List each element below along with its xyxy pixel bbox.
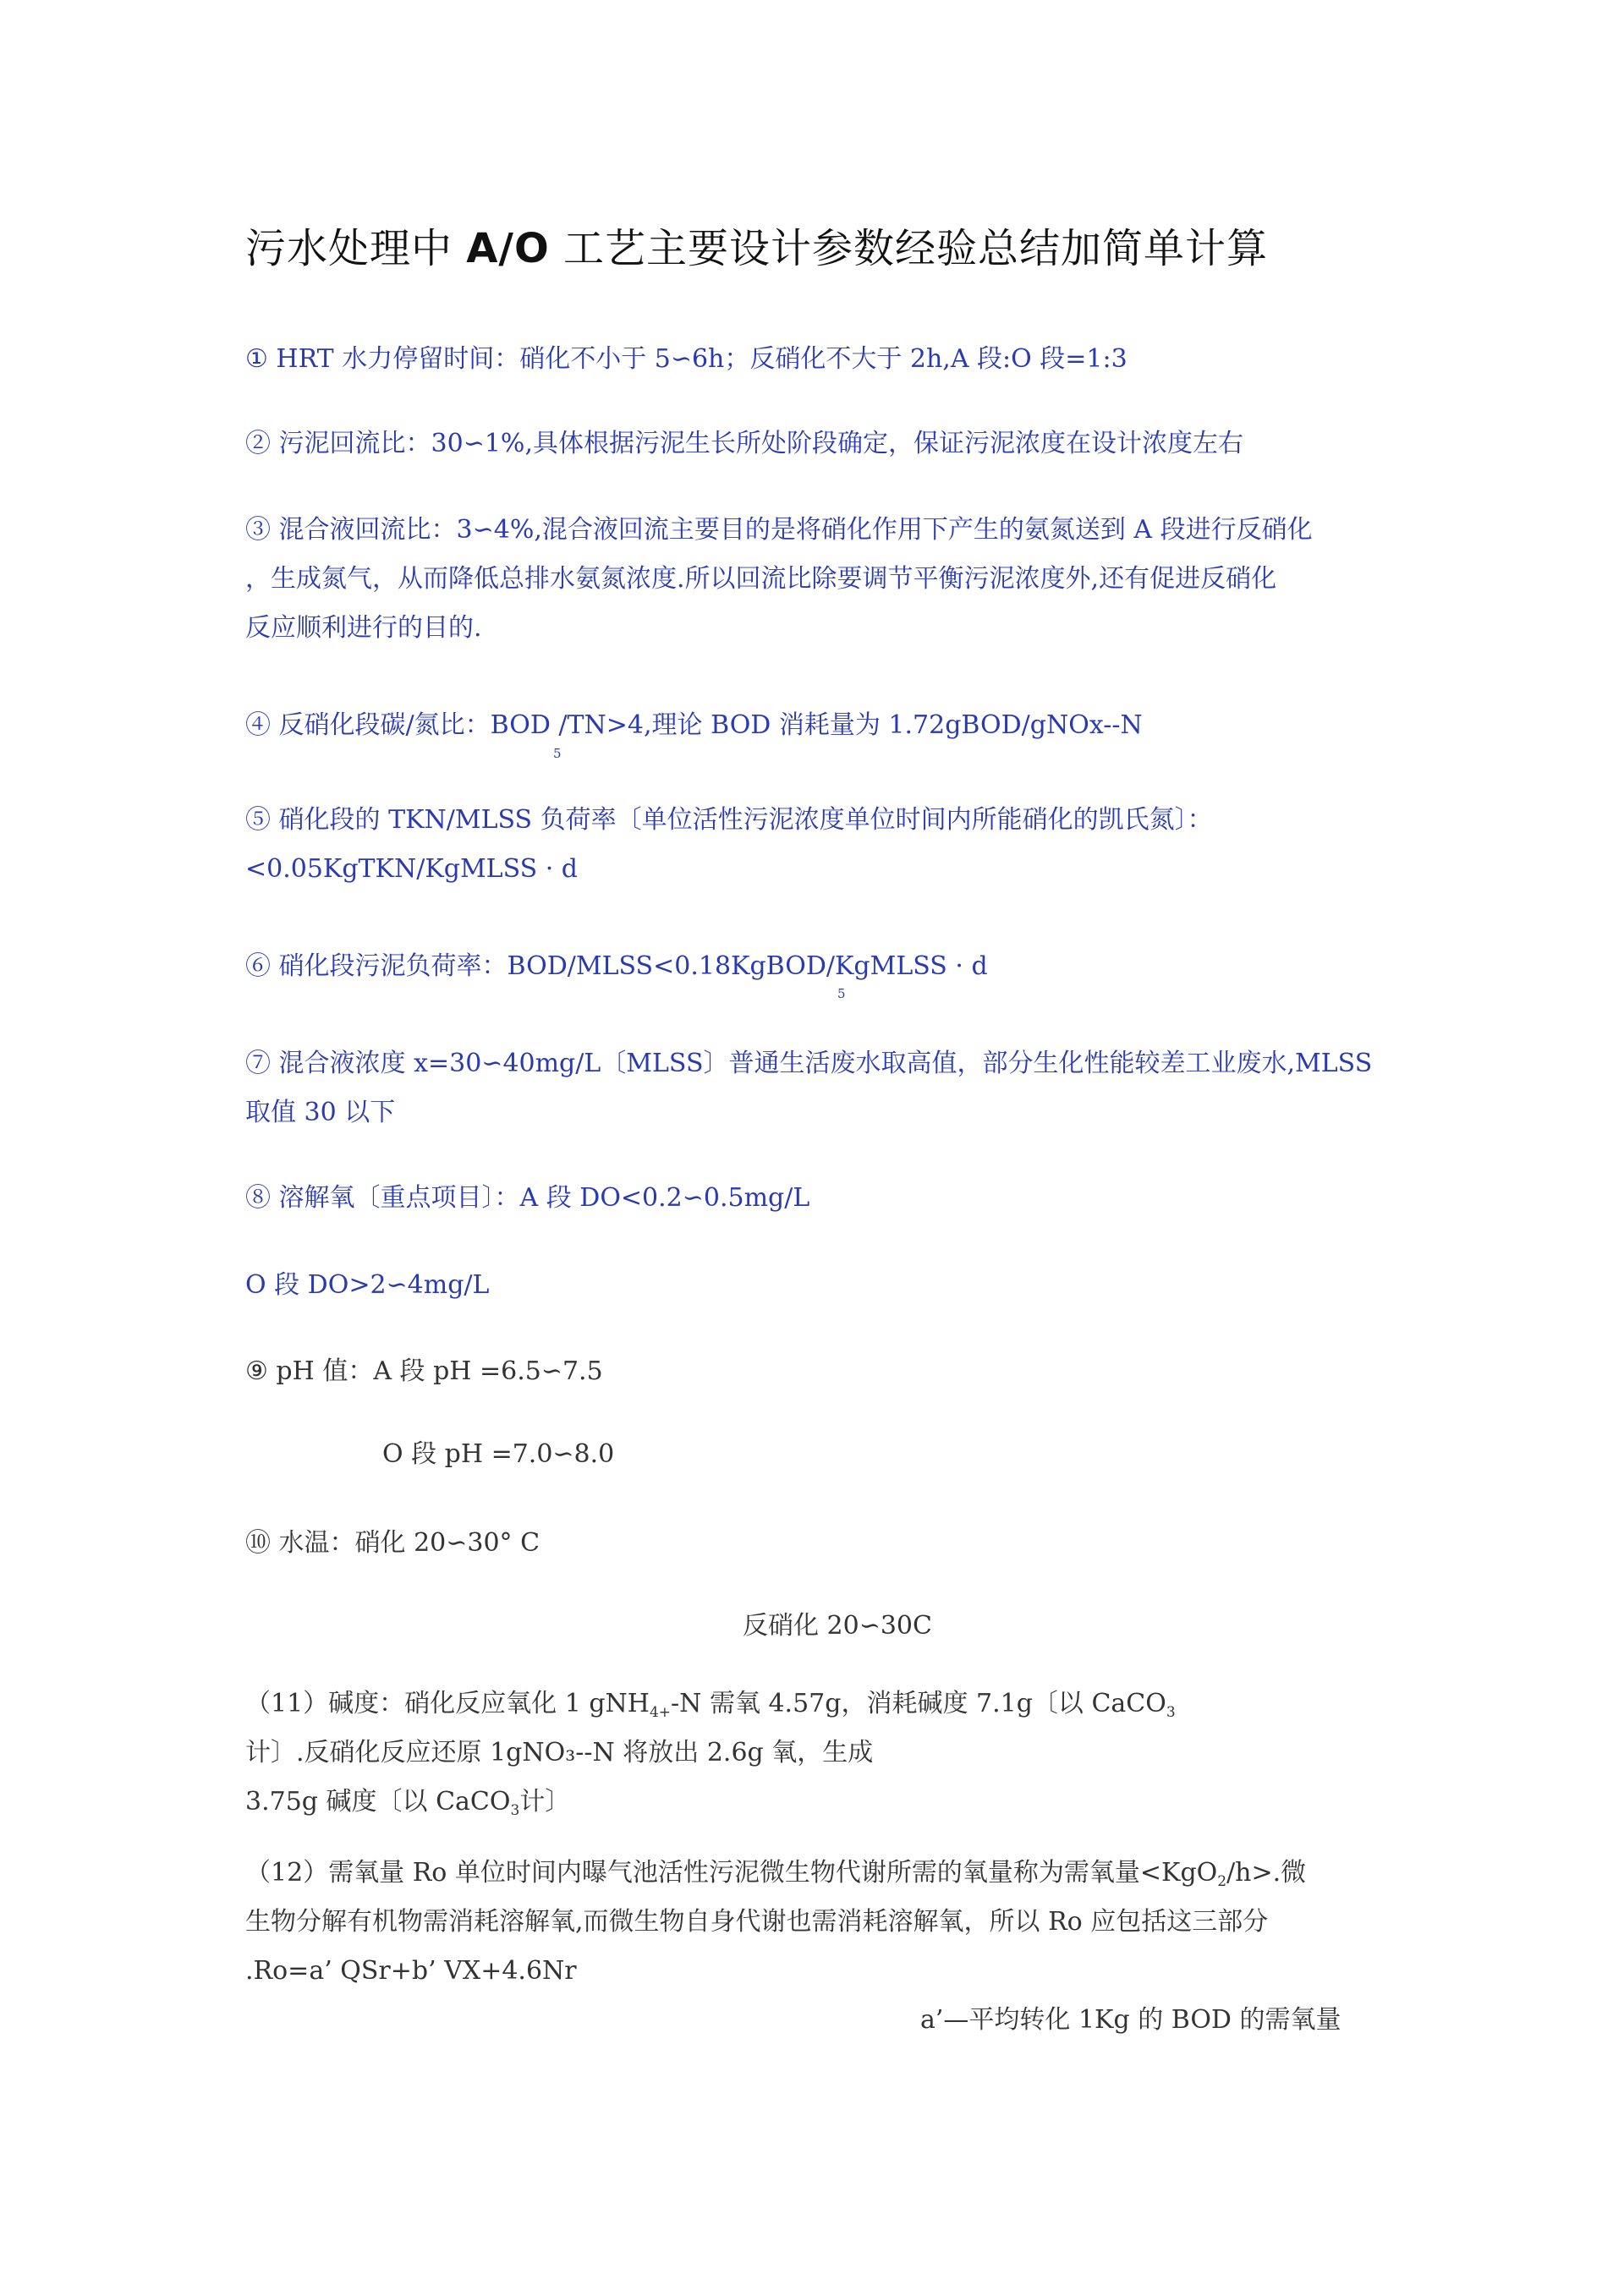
item-11-line1: （11）碱度：硝化反应氧化 1 gNH$_{4+}$-N 需氧 4.57g，消耗碱度 7.1g〔以 CaCO$_3$ (245, 1689, 1176, 1721)
item-12-formula: .Ro=a’ QSr+b’ VX+4.6Nr (245, 1956, 577, 1986)
item-12-line2: 生物分解有机物需消耗溶解氧,而微生物自身代谢也需消耗溶解氧，所以 Ro 应包括这三部分 (245, 1907, 1269, 1937)
item-11-line2: 计〕.反硝化反应还原 1gNO₃--N 将放出 2.6g 氧，生成 (245, 1738, 874, 1767)
item-4: ④ 反硝化段碳/氮比：BOD /TN>4,理论 BOD 消耗量为 1.72gBOD/gNOx--N (245, 710, 1143, 740)
item-12-line1: （12）需氧量 Ro 单位时间内曝气池活性污泥微生物代谢所需的氧量称为需氧量<KgO$_2$/h>.微 (245, 1858, 1307, 1890)
item-12-definition: a’—平均转化 1Kg 的 BOD 的需氧量 (920, 2005, 1341, 2035)
item-2: ② 污泥回流比：30∽1%,具体根据污泥生长所处阶段确定，保证污泥浓度在设计浓度左右 (245, 429, 1243, 458)
item-4-subscript: 5 (553, 746, 562, 761)
item-3-line2: ，生成氮气，从而降低总排水氨氮浓度.所以回流比除要调节平衡污泥浓度外,还有促进反硝化 (245, 564, 1277, 594)
item-5-line2: <0.05KgTKN/KgMLSS · d (245, 854, 578, 884)
item-5-line1: ⑤ 硝化段的 TKN/MLSS 负荷率〔单位活性污泥浓度单位时间内所能硝化的凯氏氮〕： (245, 805, 1213, 835)
item-6-subscript: 5 (837, 986, 846, 1001)
item-3-line3: 反应顺利进行的目的. (245, 613, 482, 643)
item-10-denitrification: 反硝化 20∽30C (743, 1611, 932, 1641)
page-title: 污水处理中 A/O 工艺主要设计参数经验总结加简单计算 (245, 225, 1269, 272)
item-8: ⑧ 溶解氧〔重点项目〕：A 段 DO<0.2∽0.5mg/L (245, 1183, 810, 1213)
item-9-o-segment: O 段 pH =7.0∽8.0 (382, 1439, 615, 1469)
item-1: ① HRT 水力停留时间：硝化不小于 5∽6h；反硝化不大于 2h,A 段:O 段=1:3 (245, 344, 1127, 374)
item-6: ⑥ 硝化段污泥负荷率：BOD/MLSS<0.18KgBOD/KgMLSS · d (245, 951, 988, 981)
item-8-o-segment: O 段 DO>2∽4mg/L (245, 1270, 490, 1300)
item-7-line2: 取值 30 以下 (245, 1098, 396, 1127)
item-7-line1: ⑦ 混合液浓度 x=30∽40mg/L〔MLSS〕普通生活废水取高值，部分生化性能较差工业废水,MLSS (245, 1049, 1373, 1078)
item-11-line3: 3.75g 碱度〔以 CaCO$_3$计〕 (245, 1787, 571, 1819)
item-9: ⑨ pH 值：A 段 pH =6.5∽7.5 (245, 1356, 603, 1386)
item-3-line1: ③ 混合液回流比：3∽4%,混合液回流主要目的是将硝化作用下产生的氨氮送到 A 段进行反硝化 (245, 515, 1313, 545)
item-10: ⑩ 水温：硝化 20∽30° C (245, 1528, 540, 1558)
